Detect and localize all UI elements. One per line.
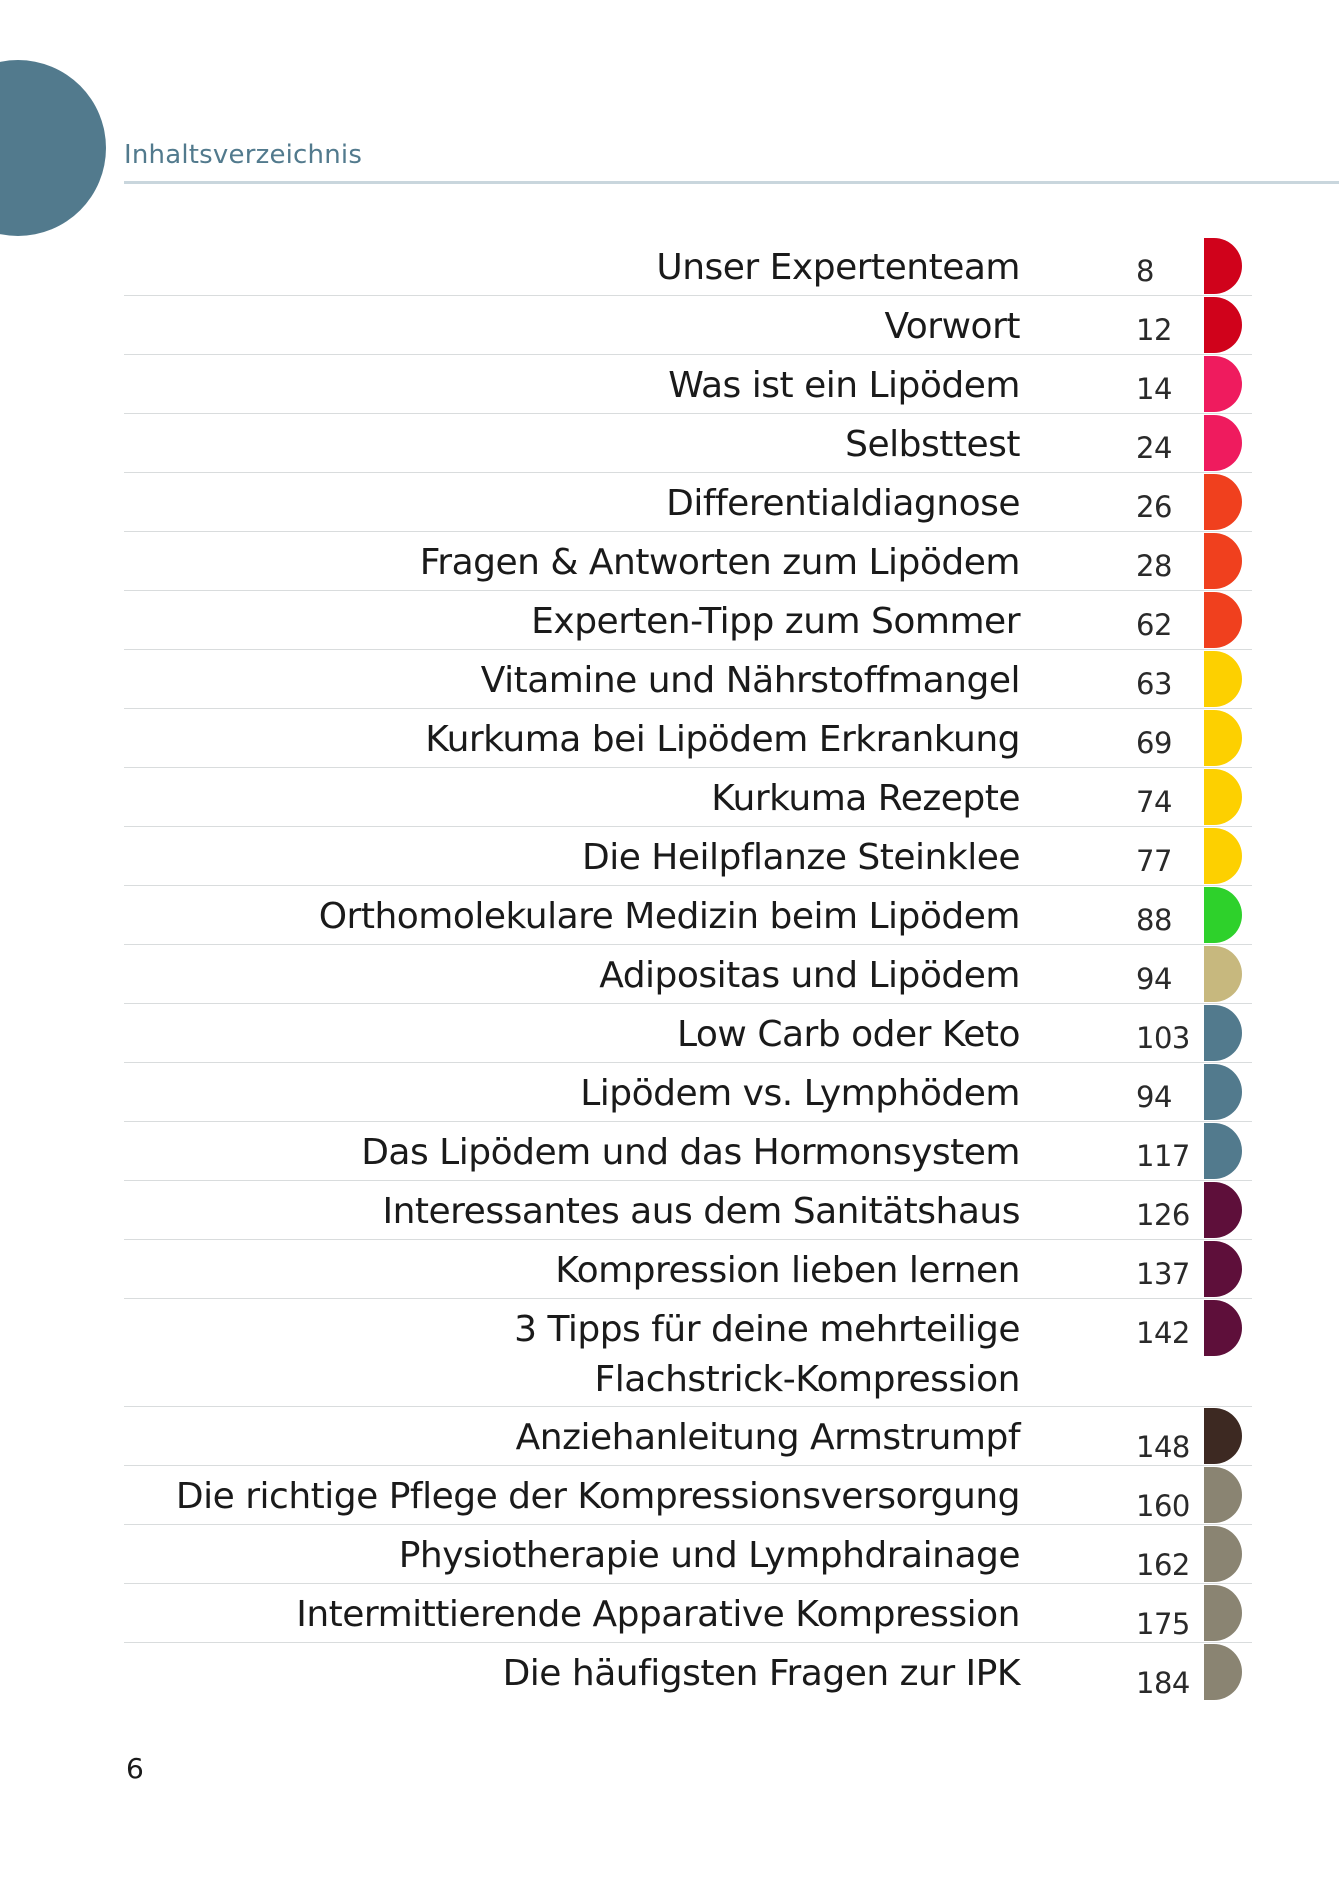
toc-entry-title: Das Lipödem und das Hormonsystem — [361, 1132, 1020, 1173]
toc-entry-title: Vitamine und Nährstoffmangel — [480, 660, 1020, 701]
chapter-color-tab — [1204, 533, 1242, 589]
table-of-contents — [124, 237, 1252, 1701]
header-divider — [124, 181, 1339, 184]
chapter-color-tab — [1204, 828, 1242, 884]
toc-entry-title: Adipositas und Lipödem — [599, 955, 1020, 996]
toc-entry-title: Die Heilpflanze Steinklee — [581, 837, 1020, 878]
toc-entry[interactable] — [124, 1299, 1252, 1407]
toc-entry-title: Was ist ein Lipödem — [668, 365, 1020, 406]
toc-entry-page: 160 — [1136, 1489, 1190, 1523]
toc-entry[interactable] — [124, 1004, 1252, 1063]
toc-entry-title: Interessantes aus dem Sanitätshaus — [382, 1191, 1020, 1232]
toc-entry[interactable] — [124, 355, 1252, 414]
chapter-color-tab — [1204, 1467, 1242, 1523]
toc-entry-title: Intermittierende Apparative Kompression — [296, 1594, 1020, 1635]
chapter-color-tab — [1204, 769, 1242, 825]
toc-entry[interactable] — [124, 1466, 1252, 1525]
toc-entry-title: Vorwort — [884, 306, 1020, 347]
toc-entry-title: Kurkuma bei Lipödem Erkrankung — [425, 719, 1020, 760]
chapter-color-tab — [1204, 651, 1242, 707]
toc-entry-title: Die richtige Pflege der Kompressionsversorgung — [175, 1476, 1020, 1517]
toc-entry-page: 24 — [1136, 431, 1172, 465]
chapter-color-tab — [1204, 1408, 1242, 1464]
page-number: 6 — [126, 1752, 144, 1785]
chapter-color-tab — [1204, 1123, 1242, 1179]
toc-entry-page: 137 — [1136, 1257, 1190, 1291]
corner-decoration — [0, 60, 106, 236]
chapter-color-tab — [1204, 1005, 1242, 1061]
chapter-color-tab — [1204, 592, 1242, 648]
toc-entry-title: Experten-Tipp zum Sommer — [531, 601, 1020, 642]
toc-entry-page: 8 — [1136, 254, 1154, 288]
toc-entry-page: 117 — [1136, 1139, 1190, 1173]
chapter-color-tab — [1204, 1182, 1242, 1238]
toc-entry-title: Die häufigsten Fragen zur IPK — [502, 1653, 1020, 1694]
toc-entry[interactable] — [124, 473, 1252, 532]
toc-entry-title: Selbsttest — [845, 424, 1020, 465]
toc-entry-page: 175 — [1136, 1607, 1190, 1641]
toc-entry-title: Anziehanleitung Armstrumpf — [515, 1417, 1020, 1458]
toc-entry[interactable] — [124, 1525, 1252, 1584]
toc-entry-page: 162 — [1136, 1548, 1190, 1582]
toc-entry-page: 94 — [1136, 1080, 1172, 1114]
toc-entry[interactable] — [124, 945, 1252, 1004]
toc-entry[interactable] — [124, 1181, 1252, 1240]
toc-entry-page: 184 — [1136, 1666, 1190, 1700]
toc-entry-page: 69 — [1136, 726, 1172, 760]
toc-entry[interactable] — [124, 591, 1252, 650]
toc-entry[interactable] — [124, 886, 1252, 945]
toc-entry-page: 88 — [1136, 903, 1172, 937]
toc-entry-page: 28 — [1136, 549, 1172, 583]
toc-entry-title: Orthomolekulare Medizin beim Lipödem — [318, 896, 1020, 937]
toc-entry-page: 63 — [1136, 667, 1172, 701]
chapter-color-tab — [1204, 1300, 1242, 1356]
toc-entry[interactable] — [124, 532, 1252, 591]
toc-entry[interactable] — [124, 1063, 1252, 1122]
toc-entry-page: 26 — [1136, 490, 1172, 524]
toc-entry-page: 62 — [1136, 608, 1172, 642]
toc-entry-page: 103 — [1136, 1021, 1190, 1055]
chapter-color-tab — [1204, 356, 1242, 412]
toc-entry[interactable] — [124, 827, 1252, 886]
chapter-color-tab — [1204, 1526, 1242, 1582]
toc-entry-page: 77 — [1136, 844, 1172, 878]
toc-entry-page: 126 — [1136, 1198, 1190, 1232]
chapter-color-tab — [1204, 297, 1242, 353]
chapter-color-tab — [1204, 946, 1242, 1002]
toc-entry[interactable] — [124, 650, 1252, 709]
toc-entry-page: 94 — [1136, 962, 1172, 996]
chapter-color-tab — [1204, 887, 1242, 943]
chapter-color-tab — [1204, 474, 1242, 530]
chapter-color-tab — [1204, 238, 1242, 294]
toc-entry-page: 142 — [1136, 1316, 1190, 1350]
toc-entry-page: 148 — [1136, 1430, 1190, 1464]
toc-entry[interactable] — [124, 1643, 1252, 1701]
toc-entry[interactable] — [124, 1122, 1252, 1181]
toc-entry-title: Kurkuma Rezepte — [711, 778, 1020, 819]
toc-entry-title: Physiotherapie und Lymphdrainage — [398, 1535, 1020, 1576]
toc-entry[interactable] — [124, 1240, 1252, 1299]
chapter-color-tab — [1204, 1241, 1242, 1297]
chapter-color-tab — [1204, 1585, 1242, 1641]
toc-entry-title: Fragen & Antworten zum Lipödem — [419, 542, 1020, 583]
toc-entry-title: Kompression lieben lernen — [555, 1250, 1020, 1291]
chapter-color-tab — [1204, 1064, 1242, 1120]
toc-entry-title-line-2: Flachstrick-Kompression — [594, 1359, 1020, 1400]
toc-entry-title: Lipödem vs. Lymphödem — [580, 1073, 1020, 1114]
toc-entry-page: 74 — [1136, 785, 1172, 819]
toc-entry-title: Unser Expertenteam — [656, 247, 1020, 288]
toc-entry[interactable] — [124, 237, 1252, 296]
toc-entry[interactable] — [124, 1584, 1252, 1643]
toc-entry-page: 14 — [1136, 372, 1172, 406]
toc-entry-title: Low Carb oder Keto — [676, 1014, 1020, 1055]
toc-entry-title: Differentialdiagnose — [666, 483, 1020, 524]
chapter-color-tab — [1204, 710, 1242, 766]
toc-entry[interactable] — [124, 768, 1252, 827]
toc-entry[interactable] — [124, 1407, 1252, 1466]
toc-entry[interactable] — [124, 414, 1252, 473]
chapter-color-tab — [1204, 415, 1242, 471]
toc-entry-title — [514, 1305, 1020, 1405]
toc-entry[interactable] — [124, 296, 1252, 355]
toc-entry-title-line-1: 3 Tipps für deine mehrteilige — [514, 1309, 1020, 1350]
section-title: Inhaltsverzeichnis — [124, 140, 363, 170]
toc-entry[interactable] — [124, 709, 1252, 768]
toc-entry-page: 12 — [1136, 313, 1172, 347]
chapter-color-tab — [1204, 1644, 1242, 1700]
